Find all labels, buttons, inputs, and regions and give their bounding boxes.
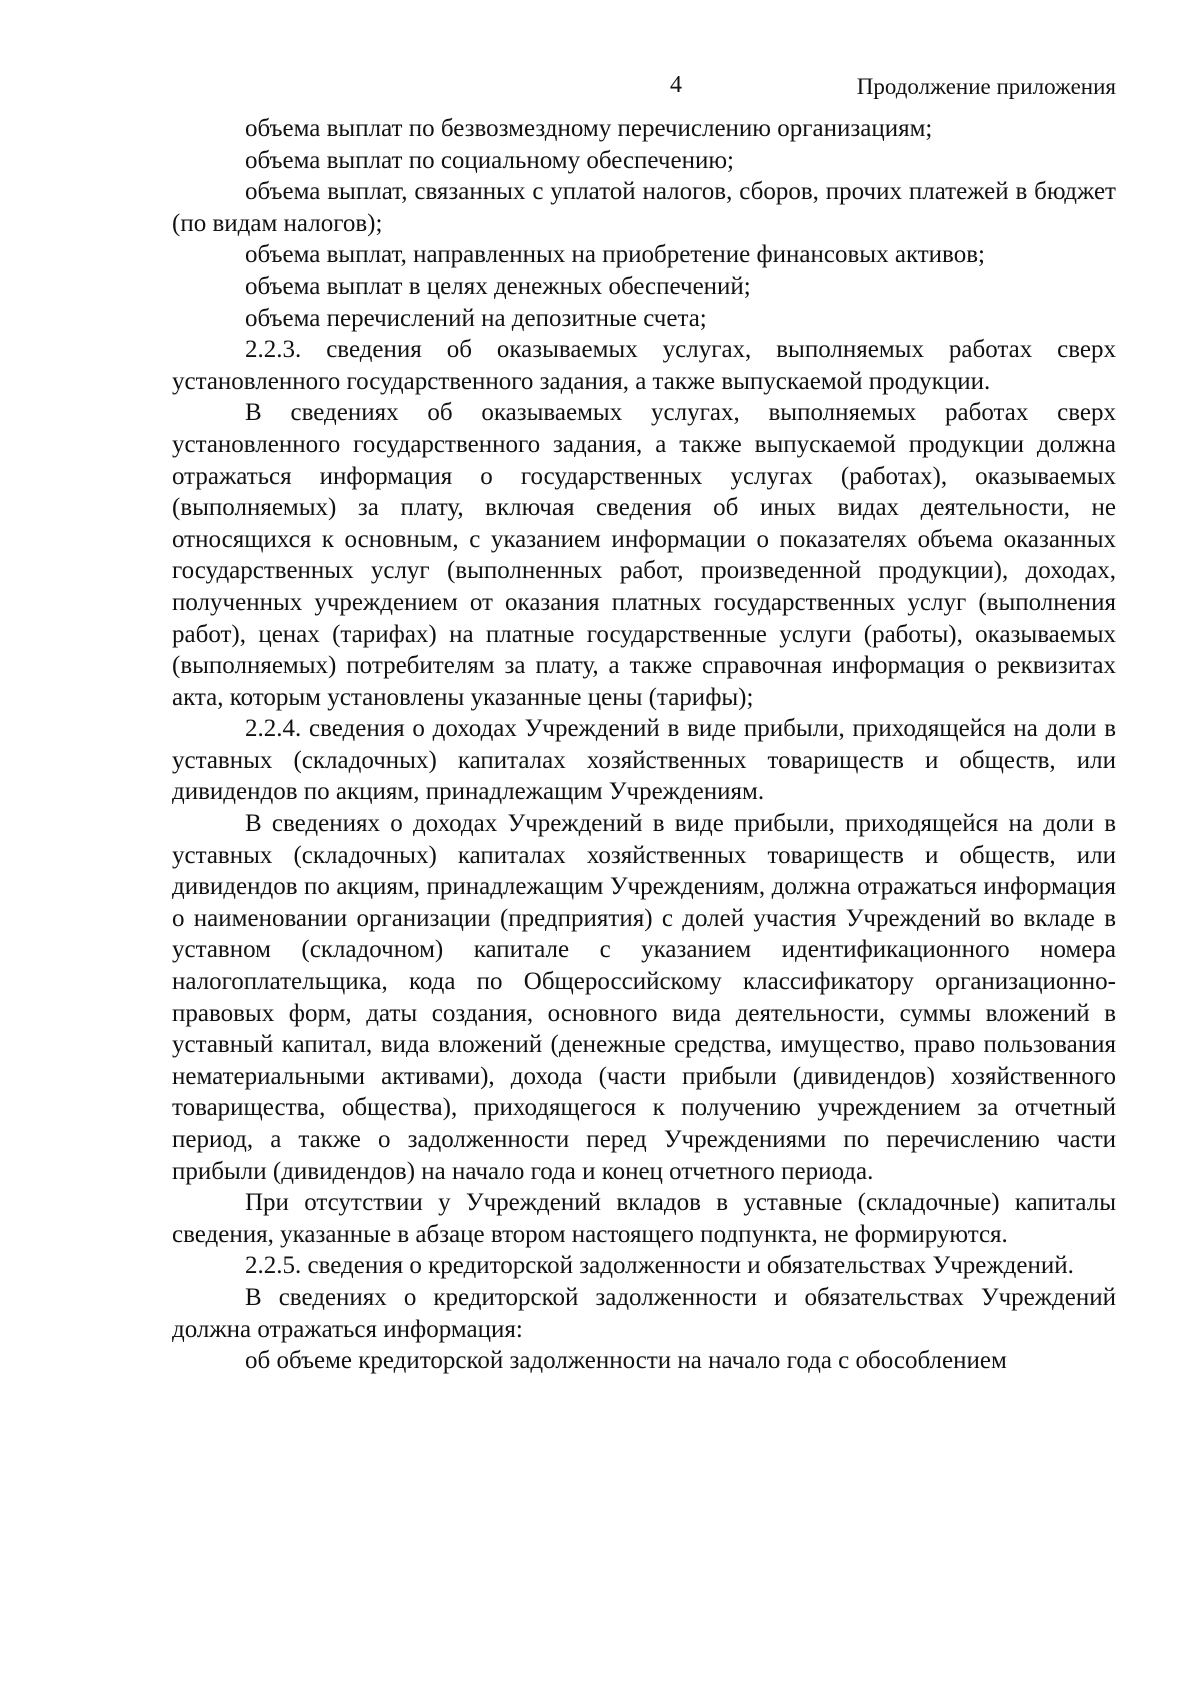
paragraph-6: объема перечислений на депозитные счета;: [245, 304, 707, 332]
paragraph-7: 2.2.3. сведения об оказываемых услугах, выполняемых работах сверх установленного государственного задания, а также выпускаемой продукции.: [172, 336, 1116, 395]
continuation-header: Продолжение приложения: [856, 74, 1116, 99]
paragraph-1: объема выплат по безвозмездному перечислению организациям;: [245, 115, 933, 142]
paragraph-9: 2.2.4. сведения о доходах Учреждений в виде прибыли, приходящейся на доли в уставных (складочных) капиталах хозяйственных товариществ и обществ, или дивидендов по акциям, принадлежащим Учреждениям.: [172, 715, 1116, 806]
paragraph-5: объема выплат в целях денежных обеспечений;: [245, 272, 751, 300]
page-number: 4: [670, 72, 682, 98]
paragraph-4: объема выплат, направленных на приобретение финансовых активов;: [245, 241, 985, 269]
paragraph-3: объема выплат, связанных с уплатой налогов, сборов, прочих платежей в бюджет (по видам налогов);: [172, 178, 1116, 237]
paragraph-11: При отсутствии у Учреждений вкладов в уставные (складочные) капиталы сведения, указанные в абзаце втором настоящего подпункта, не формируются.: [172, 1189, 1116, 1248]
paragraph-14: об объеме кредиторской задолженности на начало года с обособлением: [245, 1347, 1007, 1375]
paragraph-12: 2.2.5. сведения о кредиторской задолженности и обязательствах Учреждений.: [245, 1252, 1074, 1280]
document-body: [172, 113, 1116, 1377]
paragraph-8: В сведениях об оказываемых услугах, выполняемых работах сверх установленного государственного задания, а также выпускаемой продукции должна отражаться информация о государственных услугах (работах), оказываемых (выполняемых) за плату, включая сведения об иных видах деятельности, не относящихся к основным, с указанием информации о показателях объема оказанных государственных услуг (выполненных работ, произведенной продукции), доходах, полученных учреждением от оказания платных государственных услуг (выполнения работ), ценах (тарифах) на платные государственные услуги (работы), оказываемых (выполняемых) потребителям за плату, а также справочная информация о реквизитах акта, которым установлены указанные цены (тарифы);: [172, 399, 1116, 711]
paragraph-13: В сведениях о кредиторской задолженности и обязательствах Учреждений должна отражаться информация:: [172, 1283, 1116, 1343]
paragraph-10: В сведениях о доходах Учреждений в виде прибыли, приходящейся на доли в уставных (складочных) капиталах хозяйственных товариществ и обществ, или дивидендов по акциям, принадлежащим Учреждениям, должна отражаться информация о наименовании организации (предприятия) с долей участия Учреждений во вкладе в уставном (складочном) капитале с указанием идентификационного номера налогоплательщика, кода по Общероссийскому классификатору организационно-правовых форм, даты создания, основного вида деятельности, суммы вложений в уставный капитал, вида вложений (денежные средства, имущество, право пользования нематериальными активами), дохода (части прибыли (дивидендов) хозяйственного товарищества, общества), приходящегося к получению учреждением за отчетный период, а также о задолженности перед Учреждениями по перечислению части прибыли (дивидендов) на начало года и конец отчетного периода.: [172, 810, 1116, 1185]
paragraph-2: объема выплат по социальному обеспечению;: [245, 146, 734, 174]
